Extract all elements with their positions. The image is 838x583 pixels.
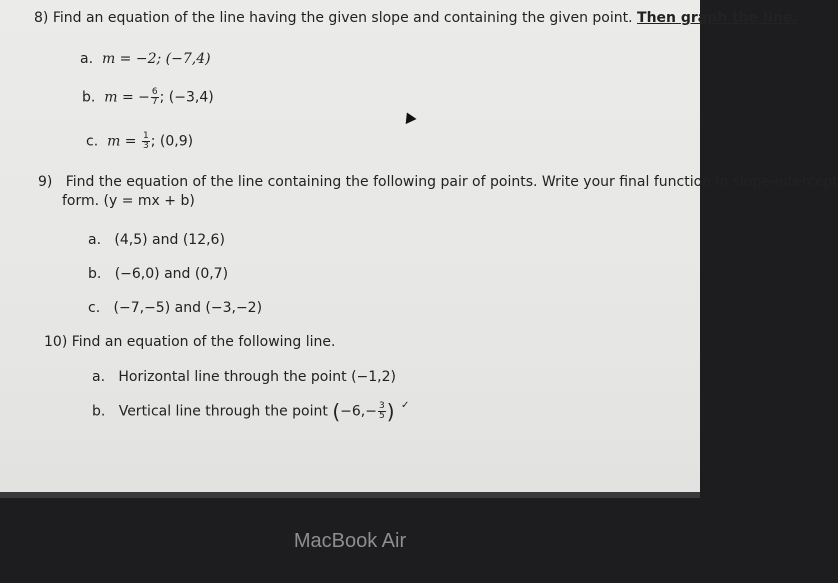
q8-prompt	[34, 9, 798, 27]
q9-part-b	[88, 265, 228, 283]
q9-part-c	[88, 299, 262, 317]
q8-a-label: a.	[80, 51, 94, 67]
q8-text: Find an equation of the line having the given slope and containing the given point.	[52, 10, 633, 26]
q9-prompt-line1	[38, 173, 838, 191]
q8-part-c	[86, 132, 193, 151]
q10-b-fraction: $\frac{3}{5}$	[378, 401, 385, 421]
q9-form: form. (y = mx + b)	[62, 193, 195, 209]
q9-text: Find the equation of the line containing the following pair of points. Write your final function in slope-intercept	[65, 174, 838, 190]
q10-text: Find an equation of the following line.	[71, 334, 336, 350]
q8-b-prefix: m = −	[104, 89, 150, 106]
laptop-brand-label: MacBook Air	[293, 530, 407, 552]
q8-c-label: c.	[86, 133, 99, 150]
q8-part-b	[82, 88, 214, 107]
q8-c-point: ; (0,9)	[150, 133, 194, 150]
q8-part-a	[80, 50, 211, 68]
q9-prompt-line2	[62, 192, 195, 210]
q10-b-point: −6,−	[340, 403, 377, 420]
q8-c-slope-fraction: $\frac{1}{3}$	[142, 131, 149, 151]
q9-c-label: c.	[88, 300, 101, 316]
q10-part-b: b. Vertical line through the point (−6,− $\frac{3}{5}$ )	[92, 399, 395, 424]
q9-b-label: b.	[88, 266, 102, 282]
q8-emphasis: Then graph the line.	[637, 10, 798, 26]
q9-a-points: (4,5) and (12,6)	[114, 232, 225, 248]
q9-number: 9)	[38, 174, 53, 190]
q10-prompt	[44, 333, 335, 351]
q10-b-label: b.	[92, 403, 106, 420]
q10-part-a	[92, 368, 396, 386]
q8-a-equation: m = −2; (−7,4)	[101, 51, 211, 67]
q8-b-label: b.	[82, 89, 96, 106]
q10-a-label: a.	[92, 369, 106, 385]
q9-b-points: (−6,0) and (0,7)	[114, 266, 229, 282]
mouse-cursor-icon	[401, 110, 416, 124]
q8-c-prefix: m =	[107, 133, 141, 150]
q8-b-slope-fraction: $\frac{6}{7}$	[151, 87, 158, 107]
q9-a-label: a.	[88, 232, 102, 248]
q9-c-points: (−7,−5) and (−3,−2)	[113, 300, 263, 316]
q10-a-text: Horizontal line through the point (−1,2)	[118, 369, 396, 385]
q8-number: 8)	[34, 10, 49, 26]
q10-b-text: Vertical line through the point	[118, 403, 328, 420]
q9-part-a	[88, 231, 225, 249]
q8-b-point: ; (−3,4)	[159, 89, 214, 106]
check-mark-icon: ✓	[401, 400, 410, 411]
screen-bezel-edge	[0, 492, 700, 498]
q10-number: 10)	[44, 334, 68, 350]
